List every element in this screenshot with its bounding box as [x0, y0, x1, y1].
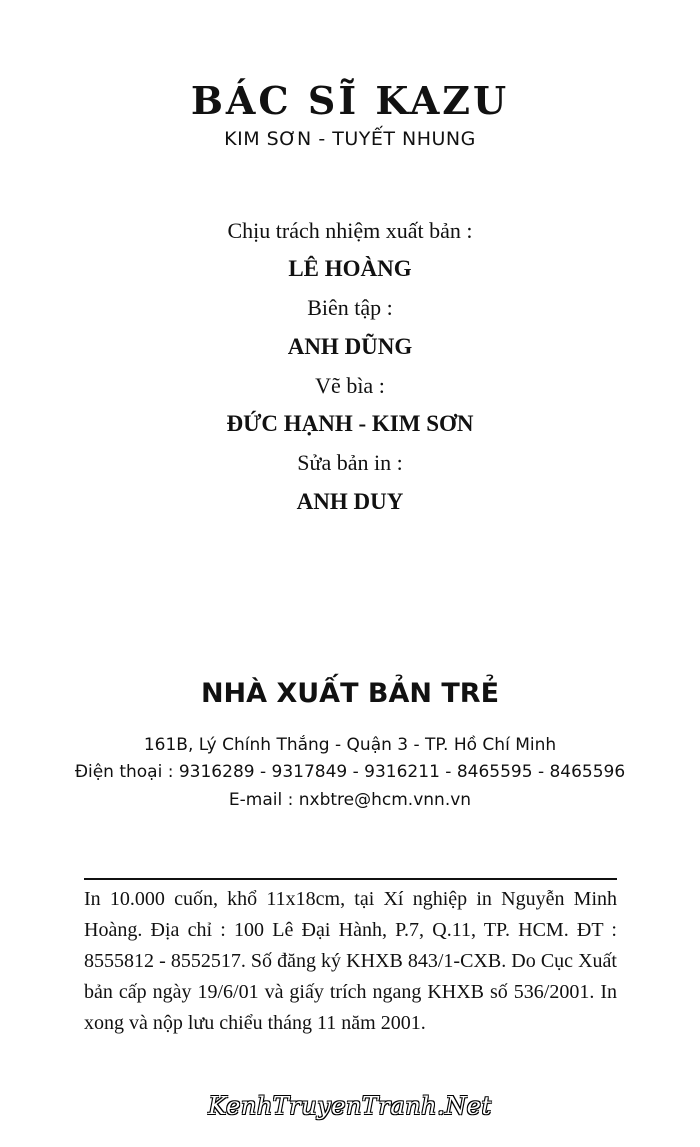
- book-title: BÁC SĨ KAZU: [190, 78, 510, 123]
- section-divider: [84, 878, 617, 880]
- credit-label-publisher-responsible: Chịu trách nhiệm xuất bản :: [227, 218, 473, 243]
- credit-name-cover-art: ĐỨC HẠNH - KIM SƠN: [226, 411, 474, 436]
- credit-label-editor: Biên tập :: [307, 295, 393, 320]
- publisher-address: 161B, Lý Chính Thắng - Quận 3 - TP. Hồ Chí Minh: [143, 735, 557, 755]
- publisher-name: NHÀ XUẤT BẢN TRẺ: [200, 678, 500, 709]
- printing-info: In 10.000 cuốn, khổ 11x18cm, tại Xí nghiệp in Nguyễn Minh Hoàng. Địa chỉ : 100 Lê Đại Hành, P.7, Q.11, TP. HCM. ĐT : 8555812 - 8552517. Số đăng ký KHXB 843/1-CXB. Do Cục Xuất bản cấp ngày 19/6/01 và giấy trích ngang KHXB số 536/2001. In xong và nộp lưu chiểu tháng 11 năm 2001.: [84, 888, 617, 1034]
- publisher-email: E-mail : nxbtre@hcm.vnn.vn: [228, 790, 472, 810]
- credit-label-proofreader: Sửa bản in :: [297, 450, 403, 475]
- book-authors: KIM SƠN - TUYẾT NHUNG: [224, 128, 476, 150]
- watermark: KenhTruyenTranh.Net: [208, 1092, 492, 1120]
- credit-name-proofreader: ANH DUY: [296, 489, 404, 514]
- credit-name-editor: ANH DŨNG: [287, 334, 413, 359]
- credit-label-cover-art: Vẽ bìa :: [315, 373, 385, 398]
- publisher-phone: Điện thoại : 9316289 - 9317849 - 9316211 - 8465595 - 8465596: [74, 762, 626, 782]
- credit-name-publisher-responsible: LÊ HOÀNG: [288, 256, 412, 281]
